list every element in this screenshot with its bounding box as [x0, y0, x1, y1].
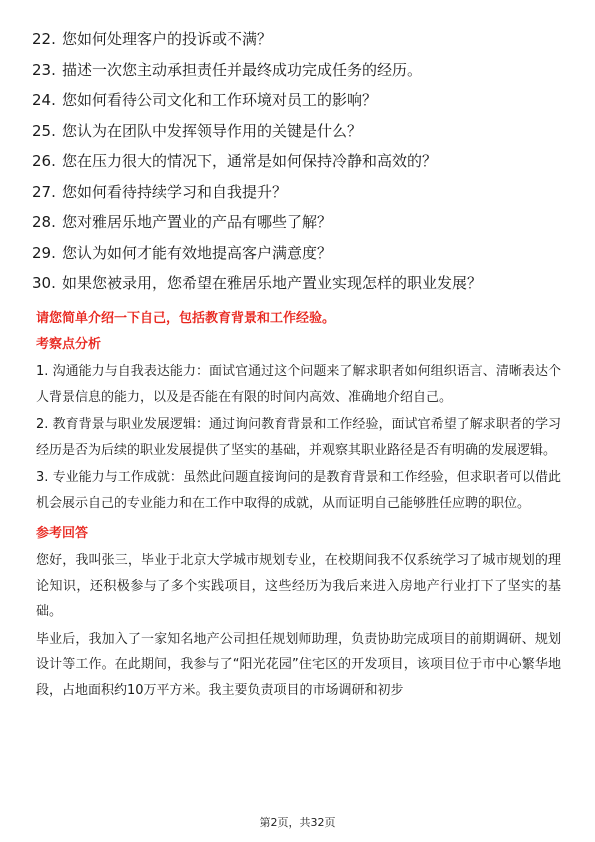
answer-paragraph: 您好，我叫张三，毕业于北京大学城市规划专业，在校期间我不仅系统学习了城市规划的理论知识，还积极参与了多个实践项目，这些经历为我后来进入房地产行业打下了坚实的基础。 — [36, 553, 561, 619]
question-list — [32, 24, 572, 299]
list-item — [32, 116, 572, 147]
analysis-point: 2. 教育背景与职业发展逻辑：通过询问教育背景和工作经验，面试官希望了解求职者的学习经历是否为后续的职业发展提供了坚实的基础，并观察其职业路径是否有明确的发展逻辑。 — [36, 417, 561, 458]
question-number: 24. — [32, 91, 56, 109]
list-item — [32, 207, 572, 238]
question-number: 26. — [32, 152, 56, 170]
question-text: 描述一次您主动承担责任并最终成功完成任务的经历。 — [62, 60, 423, 79]
list-item — [32, 24, 572, 55]
list-item — [32, 146, 572, 177]
question-text: 您如何看待公司文化和工作环境对员工的影响？ — [62, 91, 378, 109]
question-text: 您如何看待持续学习和自我提升？ — [62, 182, 288, 201]
list-item — [32, 177, 572, 208]
list-item — [32, 55, 572, 86]
question-number: 27. — [32, 182, 56, 201]
answer-title: 参考回答 — [36, 526, 89, 541]
question-text: 您如何处理客户的投诉或不满？ — [62, 30, 273, 48]
question-text: 您对雅居乐地产置业的产品有哪些了解？ — [62, 213, 333, 231]
main-question: 请您简单介绍一下自己，包括教育背景和工作经验。 — [36, 311, 336, 326]
analysis-point: 3. 专业能力与工作成就：虽然此问题直接询问的是教育背景和工作经验，但求职者可以借此机会展示自己的专业能力和在工作中取得的成就，从而证明自己能够胜任应聘的职位。 — [36, 470, 561, 511]
question-text: 如果您被录用，您希望在雅居乐地产置业实现怎样的职业发展？ — [62, 274, 483, 292]
page-footer: 第2页，共32页 — [259, 816, 336, 829]
list-item — [32, 85, 572, 116]
question-text: 您认为在团队中发挥领导作用的关键是什么？ — [62, 121, 363, 140]
question-number: 29. — [32, 243, 56, 262]
analysis-point: 1. 沟通能力与自我表达能力：面试官通过这个问题来了解求职者如何组织语言、清晰表达个人背景信息的能力，以及是否能在有限的时间内高效、准确地介绍自己。 — [36, 364, 561, 405]
answer-paragraph: 毕业后，我加入了一家知名地产公司担任规划师助理，负责协助完成项目的前期调研、规划设计等工作。在此期间，我参与了“阳光花园”住宅区的开发项目，该项目位于市中心繁华地段，占地面积约10万平方米。我主要负责项目的市场调研和初步 — [36, 631, 561, 698]
question-number: 25. — [32, 121, 56, 140]
main-content — [36, 309, 561, 703]
question-number: 28. — [32, 213, 56, 231]
question-number: 23. — [32, 60, 56, 79]
question-number: 30. — [32, 274, 56, 292]
question-number: 22. — [32, 30, 56, 48]
list-item — [32, 268, 572, 299]
question-text: 您认为如何才能有效地提高客户满意度？ — [62, 243, 333, 262]
question-text: 您在压力很大的情况下，通常是如何保持冷静和高效的？ — [62, 152, 438, 170]
list-item — [32, 238, 572, 269]
analysis-title: 考察点分析 — [36, 337, 102, 352]
